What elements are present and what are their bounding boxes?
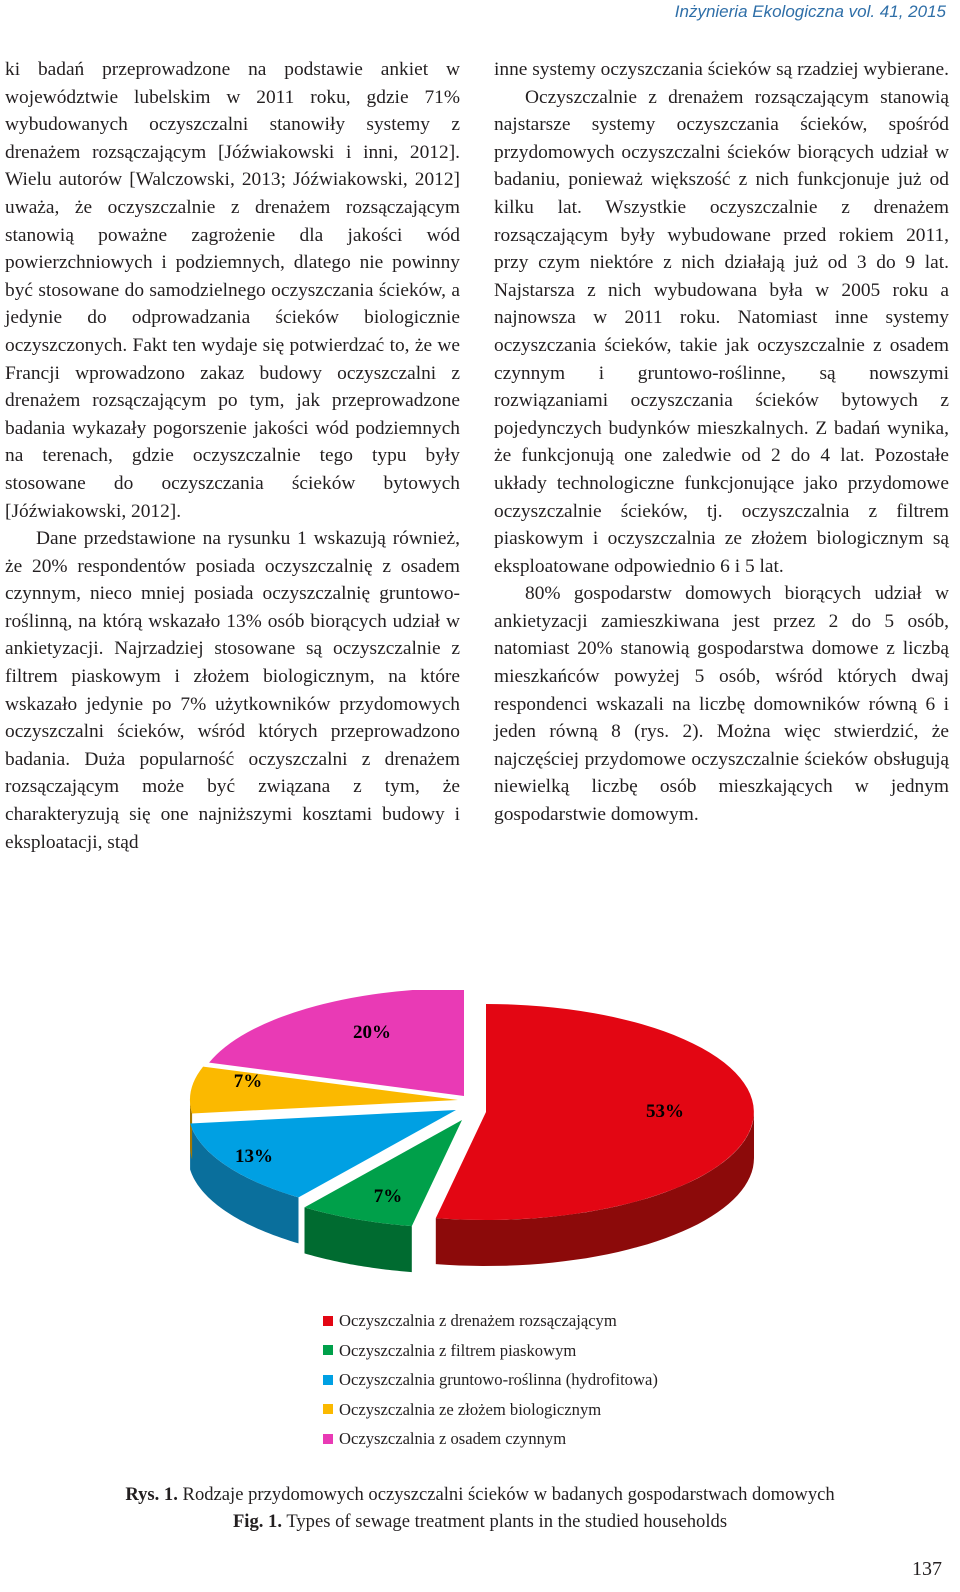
paragraph: ki badań przeprowadzone na podstawie ankiet w województwie lubelskim w 2011 roku, gdzie 71% wybudowanych oczyszczalni stanowiły systemy z drenażem rozsączającym [Jóźwiakowski i inni, 2012]. Wielu autorów [Walczowski, 2013; Jóźwiakowski, 2012] uważa, że oczyszczalnie z drenażem rozsączającym stanowią poważne zagrożenie dla jakości wód powierzchniowych i podziemnych, dlatego nie powinny być stosowane do samodzielnego oczyszczania ścieków, a jedynie do odprowadzania ścieków biologicznie oczyszczonych. Fakt ten wydaje się potwierdzać to, że we Francji wprowadzono zakaz budowy oczyszczalni z drenażem rozsączającym po tym, jak przeprowadzone badania wykazały pogorszenie jakości wód podziemnych na terenach, gdzie oczyszczalnie tego typu były stosowane do oczyszczania ścieków bytowych [Jóźwiakowski, 2012]. <box>5 59 460 522</box>
legend-swatch <box>323 1345 333 1355</box>
caption-label: Rys. 1. <box>125 1484 178 1505</box>
left-column <box>5 56 460 856</box>
pie-data-label: 13% <box>235 1146 273 1167</box>
legend-swatch <box>323 1375 333 1385</box>
legend-item <box>323 1395 658 1425</box>
page-number: 137 <box>912 1558 942 1580</box>
figure-caption-pl <box>0 1484 960 1506</box>
pie-data-label: 53% <box>646 1101 684 1122</box>
caption-text: Rodzaje przydomowych oczyszczalni ścieków w badanych gospodarstwach domowych <box>177 1484 835 1505</box>
legend-item <box>323 1424 658 1454</box>
pie-data-label: 20% <box>353 1022 391 1043</box>
pie-data-label: 7% <box>373 1186 403 1207</box>
paragraph: inne systemy oczyszczania ścieków są rzadziej wybierane. <box>494 59 949 80</box>
right-column <box>494 56 949 829</box>
legend-item <box>323 1306 658 1336</box>
legend-label: Oczyszczalnia ze złożem biologicznym <box>339 1399 602 1419</box>
paragraph: Dane przedstawione na rysunku 1 wskazują również, że 20% respondentów posiada oczyszczalnię z osadem czynnym, nieco mniej posiada oczyszczalnię gruntowo-roślinną, na którą wskazało 13% osób biorących udział w ankietyzacji. Najrzadziej stosowane są oczyszczalnie z filtrem piaskowym i złożem biologicznym, na które wskazało jedynie po 7% użytkowników przydomowych oczyszczalni ścieków, wśród których przeprowadzono badania. Duża popularność oczyszczalni z drenażem rozsączającym może być związana z tym, że charakteryzują się one najniższymi kosztami budowy i eksploatacji, stąd <box>5 528 460 853</box>
paragraph: 80% gospodarstw domowych biorących udział w ankietyzacji zamieszkiwana jest przez 2 do 5 osób, natomiast 20% stanowią gospodarstwa domowe z liczbą mieszkańców powyżej 5 osób, wśród których dwaj respondenci wskazali na liczbę domowników równą 6 i jeden równą 8 (rys. 2). Można więc stwierdzić, że najczęściej przydomowe oczyszczalnie ścieków obsługują niewielką liczbę osób mieszkających w jednym gospodarstwie domowym. <box>494 583 949 826</box>
paragraph: Oczyszczalnie z drenażem rozsączającym stanowią najstarsze systemy oczyszczania ścieków, spośród przydomowych oczyszczalni ścieków biorących udział w badaniu, ponieważ większość z nich funkcjonuje już od kilku lat. Wszystkie oczyszczalnie z drenażem rozsączającym były wybudowane przed rokiem 2011, przy czym niektóre z nich działają już od 3 do 9 lat. Najstarsza z nich wybudowana była w 2005 roku a najnowsza w 2011 roku. Natomiast inne systemy oczyszczania ścieków, takie jak oczyszczalnie z osadem czynnym i gruntowo-roślinne, są nowszymi rozwiązaniami oczyszczania ścieków bytowych z pojedynczych budynków mieszkalnych. Z badań wynika, że funkcjonują one zaledwie od 2 do 4 lat. Pozostałe układy technologiczne funkcjonujące jako przydomowe oczyszczalnie ścieków, tj. oczyszczalnia z filtrem piaskowym i oczyszczalnia ze złożem biologicznym są eksploatowane odpowiednio 6 i 5 lat. <box>494 86 949 577</box>
legend-swatch <box>323 1404 333 1414</box>
legend-label: Oczyszczalnia gruntowo-roślinna (hydrofitowa) <box>339 1370 658 1389</box>
legend-item <box>323 1336 658 1366</box>
figure-caption-en <box>0 1511 960 1533</box>
caption-label: Fig. 1. <box>232 1511 283 1532</box>
legend-label: Oczyszczalnia z filtrem piaskowym <box>339 1340 577 1360</box>
legend-label: Oczyszczalnia z osadem czynnym <box>339 1429 567 1448</box>
legend-item <box>323 1365 658 1395</box>
chart-legend <box>323 1306 658 1454</box>
legend-label: Oczyszczalnia z drenażem rozsączającym <box>339 1311 617 1330</box>
legend-swatch <box>323 1434 333 1444</box>
journal-header: Inżynieria Ekologiczna vol. 41, 2015 <box>674 2 946 21</box>
caption-text: Types of sewage treatment plants in the studied households <box>282 1511 728 1532</box>
pie-data-label: 7% <box>233 1071 263 1092</box>
legend-swatch <box>323 1316 333 1326</box>
